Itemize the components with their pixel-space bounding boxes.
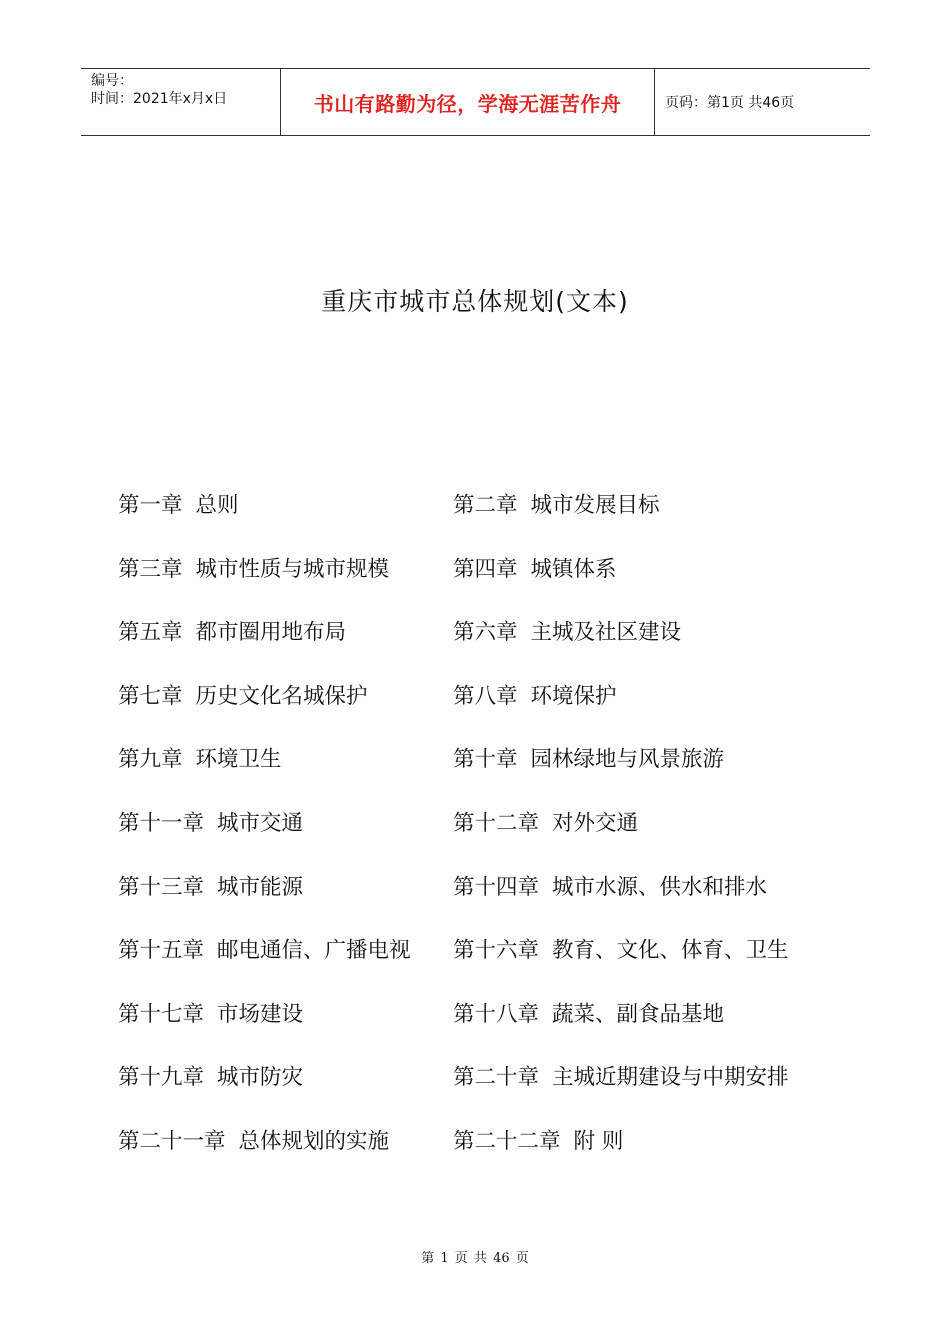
chapter-number: 第十四章 <box>453 874 540 900</box>
toc-entry <box>118 1124 453 1160</box>
chapter-number: 第二十二章 <box>453 1128 561 1154</box>
chapter-number: 第二章 <box>453 493 518 518</box>
toc-row <box>118 933 858 997</box>
toc-entry <box>453 615 681 651</box>
chapter-number: 第九章 <box>118 747 183 773</box>
chapter-title: 教育、文化、体育、卫生 <box>552 938 789 964</box>
toc-entry <box>118 679 453 715</box>
toc-entry <box>118 488 453 524</box>
chapter-title: 城市发展目标 <box>530 493 660 518</box>
toc-row <box>118 679 858 743</box>
toc-entry <box>453 552 617 588</box>
chapter-number: 第二十一章 <box>118 1128 226 1154</box>
toc-row <box>118 488 858 552</box>
chapter-title: 邮电通信、广播电视 <box>217 938 411 964</box>
chapter-title: 对外交通 <box>552 810 639 836</box>
toc-row <box>118 806 858 870</box>
chapter-number: 第十八章 <box>453 1001 540 1027</box>
toc-entry <box>118 552 453 588</box>
chapter-title: 总体规划的实施 <box>238 1128 390 1154</box>
toc-row <box>118 742 858 806</box>
chapter-number: 第四章 <box>453 556 518 582</box>
chapter-number: 第十三章 <box>118 874 205 900</box>
chapter-number: 第十五章 <box>118 938 205 964</box>
toc-entry <box>453 933 789 969</box>
toc-entry <box>118 870 453 906</box>
toc-row <box>118 615 858 679</box>
chapter-number: 第五章 <box>118 620 183 646</box>
chapter-title: 主城近期建设与中期安排 <box>552 1065 789 1091</box>
toc-entry <box>118 1060 453 1096</box>
date-label: 时间：2021年x月x日 <box>91 91 228 107</box>
chapter-number: 第十二章 <box>453 810 540 836</box>
chapter-title: 城市性质与城市规模 <box>195 556 390 582</box>
chapter-title: 城市防灾 <box>217 1065 304 1091</box>
chapter-title: 城市能源 <box>217 874 304 900</box>
toc-row <box>118 1124 858 1188</box>
chapter-title: 主城及社区建设 <box>530 620 682 646</box>
chapter-number: 第七章 <box>118 683 183 709</box>
chapter-title: 环境保护 <box>530 683 617 709</box>
toc-row <box>118 997 858 1061</box>
toc-entry <box>118 997 453 1033</box>
table-of-contents <box>118 488 858 1188</box>
toc-entry <box>453 1060 789 1096</box>
toc-entry <box>118 742 453 778</box>
toc-entry <box>453 742 724 778</box>
chapter-title: 历史文化名城保护 <box>195 683 368 709</box>
toc-entry <box>118 933 453 969</box>
toc-entry <box>118 615 453 651</box>
chapter-title: 总则 <box>195 493 239 518</box>
chapter-number: 第十一章 <box>118 810 205 836</box>
toc-entry <box>453 997 724 1033</box>
chapter-number: 第八章 <box>453 683 518 709</box>
chapter-title: 都市圈用地布局 <box>195 620 347 646</box>
chapter-number: 第十六章 <box>453 938 540 964</box>
chapter-title: 城市交通 <box>217 810 304 836</box>
chapter-number: 第三章 <box>118 556 183 582</box>
page-footer: 第 1 页 共 46 页 <box>421 1251 529 1266</box>
toc-row <box>118 1060 858 1124</box>
toc-entry <box>118 806 453 842</box>
page-header <box>81 68 870 136</box>
number-label: 编号： <box>91 73 133 89</box>
toc-entry <box>453 488 660 524</box>
chapter-title: 附 则 <box>573 1128 624 1154</box>
toc-entry <box>453 870 767 906</box>
toc-row <box>118 870 858 934</box>
header-motto: 书山有路勤为径，学海无涯苦作舟 <box>281 69 655 135</box>
chapter-title: 环境卫生 <box>195 747 282 773</box>
header-page-number: 页码：第1页 共46页 <box>665 95 795 111</box>
chapter-number: 第十七章 <box>118 1001 205 1027</box>
chapter-title: 市场建设 <box>217 1001 304 1027</box>
chapter-number: 第二十章 <box>453 1065 540 1091</box>
chapter-number: 第六章 <box>453 620 518 646</box>
chapter-title: 蔬菜、副食品基地 <box>552 1001 725 1027</box>
chapter-title: 园林绿地与风景旅游 <box>530 747 725 773</box>
chapter-number: 第十章 <box>453 747 518 773</box>
toc-entry <box>453 1124 623 1160</box>
chapter-number: 第十九章 <box>118 1065 205 1091</box>
chapter-title: 城镇体系 <box>530 556 617 582</box>
chapter-title: 城市水源、供水和排水 <box>552 874 768 900</box>
chapter-number: 第一章 <box>118 493 183 518</box>
toc-row <box>118 552 858 616</box>
toc-entry <box>453 806 638 842</box>
toc-entry <box>453 679 617 715</box>
header-meta <box>81 69 281 135</box>
document-title: 重庆市城市总体规划(文本) <box>321 287 629 316</box>
